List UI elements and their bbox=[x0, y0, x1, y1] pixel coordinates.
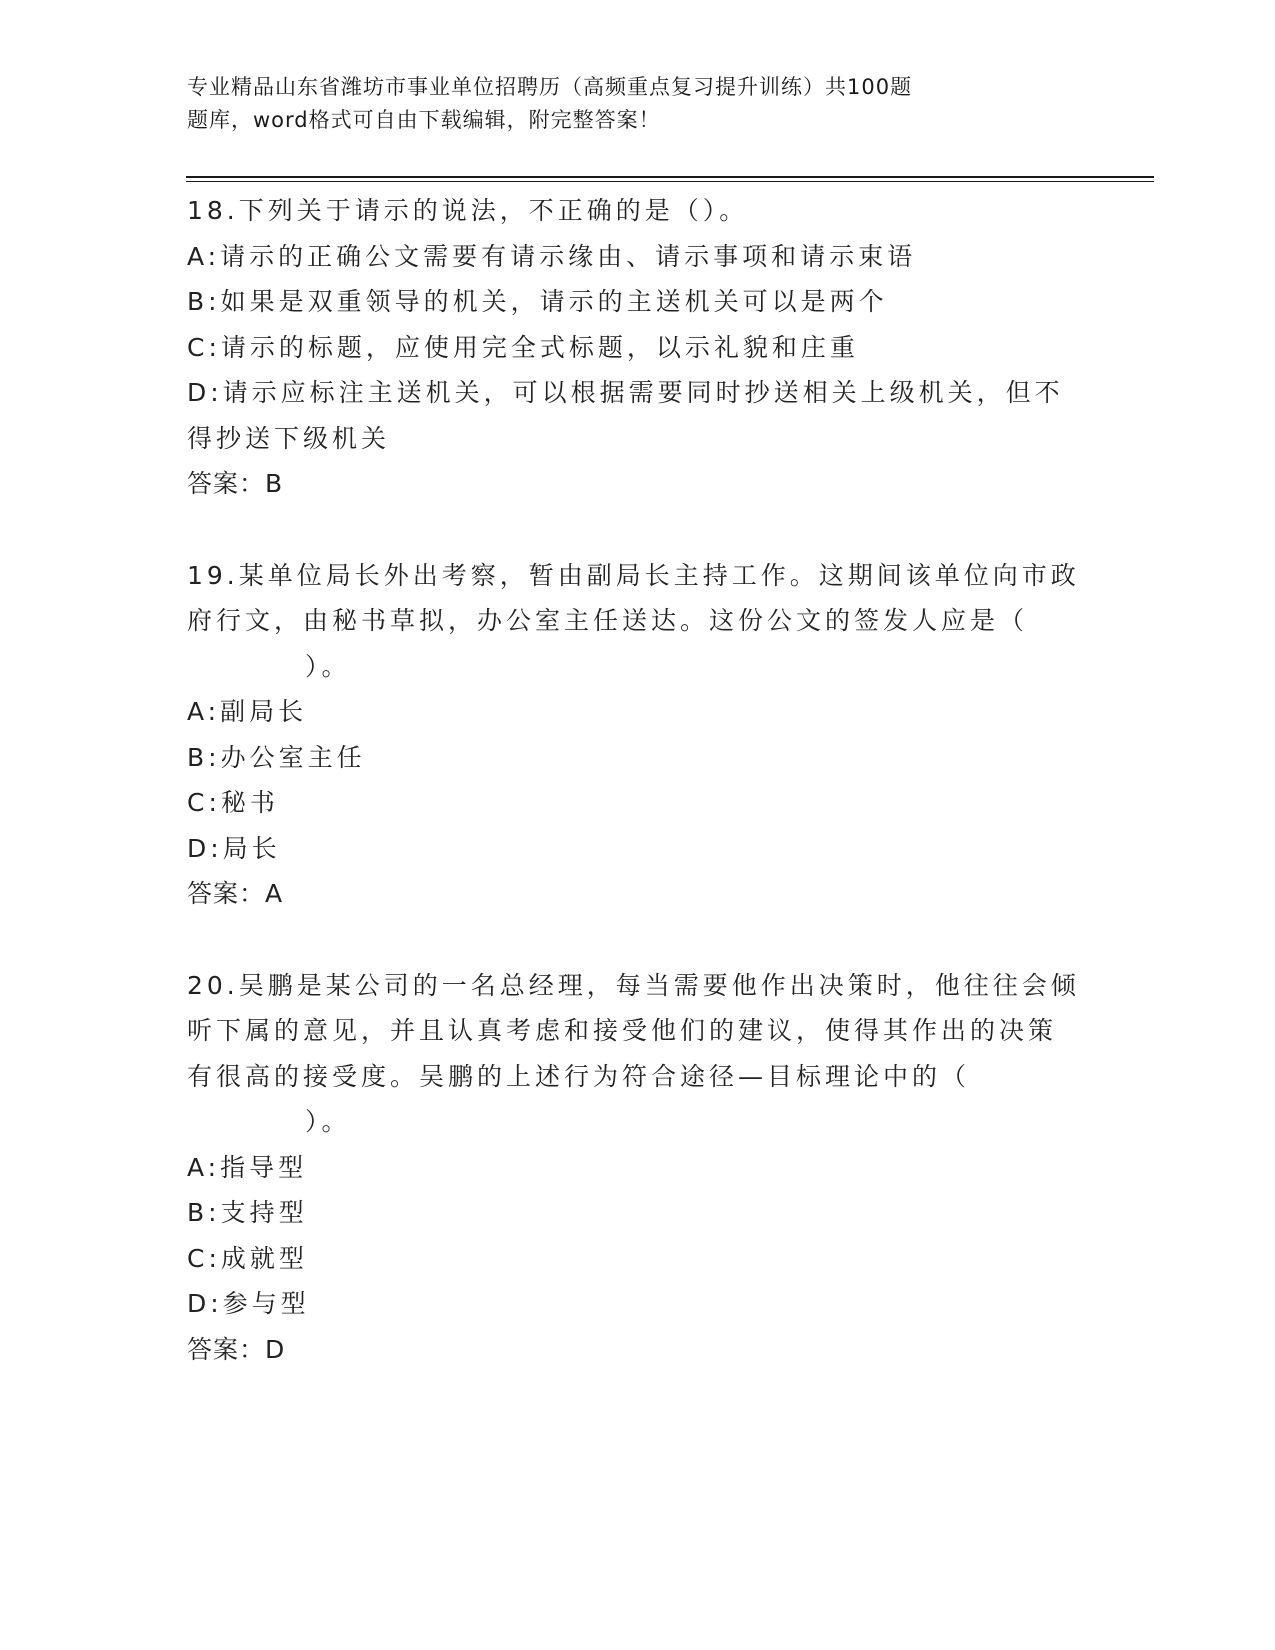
question-stem: 听下属的意见，并且认真考虑和接受他们的建议，使得其作出的决策 bbox=[187, 1016, 1058, 1045]
option-d: D:请示应标注主送机关，可以根据需要同时抄送相关上级机关，但不 bbox=[187, 378, 1064, 407]
option-b: B:支持型 bbox=[187, 1198, 308, 1227]
question-stem: 府行文，由秘书草拟，办公室主任送达。这份公文的签发人应是（ bbox=[187, 606, 1029, 635]
option-d: D:局长 bbox=[187, 833, 281, 863]
question-stem: 18.下列关于请示的说法，不正确的是（）。 bbox=[187, 196, 749, 225]
header-rule-thin bbox=[186, 181, 1154, 182]
question-stem: 19.某单位局长外出考察，暂由副局长主持工作。这期间该单位向市政 bbox=[187, 560, 1080, 590]
question-stem: 20.吴鹏是某公司的一名总经理，每当需要他作出决策时，他往往会倾 bbox=[187, 970, 1080, 1000]
answer: 答案：B bbox=[187, 469, 284, 498]
question-stem-blank: ）。 bbox=[305, 651, 351, 681]
header-line-2: 题库，word格式可自由下载编辑，附完整答案！ bbox=[187, 108, 661, 132]
question-19 bbox=[187, 553, 1080, 917]
option-d-continued: 得抄送下级机关 bbox=[187, 423, 391, 453]
option-c: C:秘书 bbox=[187, 788, 279, 817]
option-a: A:请示的正确公文需要有请示缘由、请示事项和请示束语 bbox=[187, 241, 917, 271]
question-stem: 有很高的接受度。吴鹏的上述行为符合途径—目标理论中的（ bbox=[187, 1061, 971, 1091]
answer: 答案：D bbox=[187, 1334, 286, 1364]
option-b: B:办公室主任 bbox=[187, 742, 366, 772]
answer: 答案：A bbox=[187, 879, 284, 908]
question-20 bbox=[187, 963, 1080, 1373]
header-rule-thick bbox=[186, 176, 1154, 178]
question-18 bbox=[187, 188, 1077, 507]
header-line-1: 专业精品山东省潍坊市事业单位招聘历（高频重点复习提升训练）共100题 bbox=[187, 75, 913, 99]
option-a: A:副局长 bbox=[187, 697, 308, 726]
option-c: C:成就型 bbox=[187, 1243, 308, 1273]
document-header bbox=[187, 71, 1027, 137]
option-d: D:参与型 bbox=[187, 1289, 310, 1318]
option-b: B:如果是双重领导的机关，请示的主送机关可以是两个 bbox=[187, 287, 888, 316]
option-c: C:请示的标题，应使用完全式标题，以示礼貌和庄重 bbox=[187, 332, 859, 362]
option-a: A:指导型 bbox=[187, 1152, 308, 1182]
question-list bbox=[187, 188, 1080, 1418]
question-stem-blank: ）。 bbox=[305, 1107, 351, 1136]
